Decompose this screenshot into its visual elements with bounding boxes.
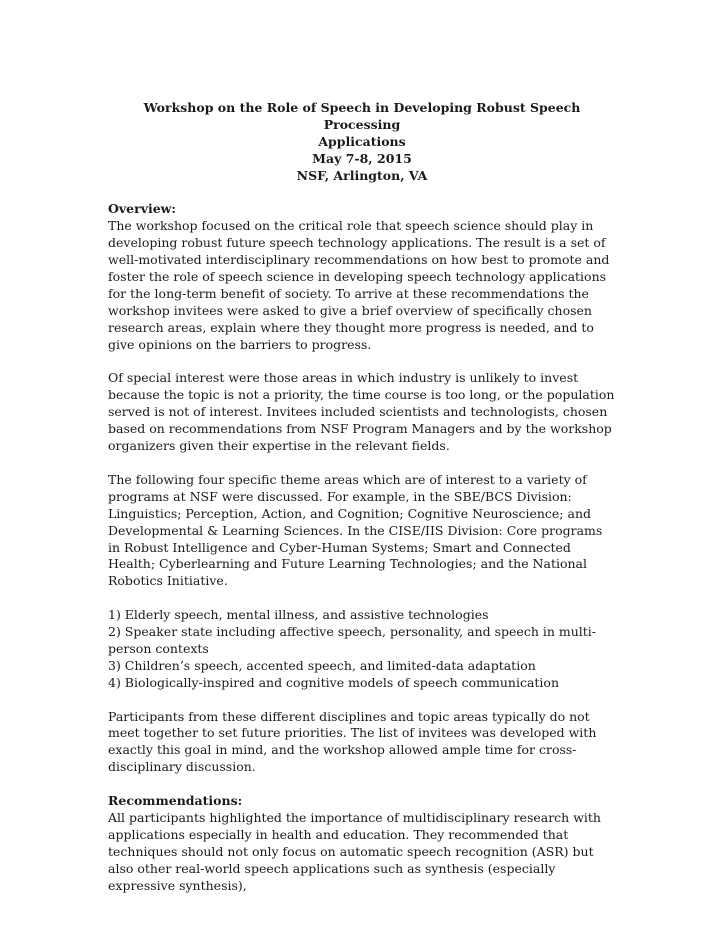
overview-paragraph-3: The following four specific theme areas which are of interest to a variety of programs at NSF were discussed. For example, in the SBE/BCS Division: Linguistics; Perception, Action, and Cognition; Cognitive Neuroscience; and Developmental & Learning Sciences. In the CISE/IIS Division: Core programs in Robust Intelligence and Cyber-Human Systems; Smart and Connected Health; Cyberlearning and Future Learning Technologies; and the National Robotics Initiative. [108, 471, 603, 589]
overview-paragraph-1: The workshop focused on the critical role that speech science should play in developing robust future speech technology applications. The result is a set of well-motivated interdisciplinary recommendations on how best to promote and foster the role of speech science in developing speech technology applications for the long-term benefit of society. To arrive at these recommendations the workshop invitees were asked to give a brief overview of specifically chosen research areas, explain where they thought more progress is needed, and to give opinions on the barriers to progress. [108, 218, 610, 352]
spacer [108, 590, 616, 607]
spacer [108, 455, 616, 472]
recommendations-heading: Recommendations: [108, 793, 243, 809]
spacer [108, 354, 616, 371]
spacer [108, 692, 616, 709]
overview-heading: Overview: [108, 201, 177, 217]
document-page [108, 100, 616, 895]
document-title-line-2: Applications [318, 133, 406, 149]
recommendations-paragraph-1: All participants highlighted the importance of multidisciplinary research with applications especially in health and education. They recommended that techniques should not only focus on automatic speech recognition (ASR) but also other real-world speech applications such as synthesis (especially expressive synthesis), [108, 809, 601, 893]
workshop-location: NSF, Arlington, VA [296, 167, 428, 183]
spacer [108, 185, 616, 202]
spacer [108, 776, 616, 793]
theme-item-1: 1) Elderly speech, mental illness, and assistive technologies [108, 607, 489, 623]
overview-paragraph-4: Participants from these different disciplines and topic areas typically do not meet together to set future priorities. The list of invitees was developed with exactly this goal in mind, and the workshop allowed ample time for cross-disciplinary discussion. [108, 708, 597, 775]
document-title-block [108, 100, 616, 185]
theme-item-3: 3) Children’s speech, accented speech, and limited-data adaptation [108, 657, 536, 673]
theme-list [108, 607, 616, 692]
theme-item-4: 4) Biologically-inspired and cognitive models of speech communication [108, 674, 559, 690]
document-title-line-1: Workshop on the Role of Speech in Developing Robust Speech Processing [143, 100, 581, 132]
overview-paragraph-2: Of special interest were those areas in which industry is unlikely to invest because the topic is not a priority, the time course is too long, or the population served is not of interest. Invitees included scientists and technologists, chosen based on recommendations from NSF Program Managers and by the workshop organizers given their expertise in the relevant fields. [108, 370, 615, 454]
theme-item-2: 2) Speaker state including affective speech, personality, and speech in multi-person contexts [108, 624, 597, 656]
workshop-date: May 7-8, 2015 [312, 150, 412, 166]
